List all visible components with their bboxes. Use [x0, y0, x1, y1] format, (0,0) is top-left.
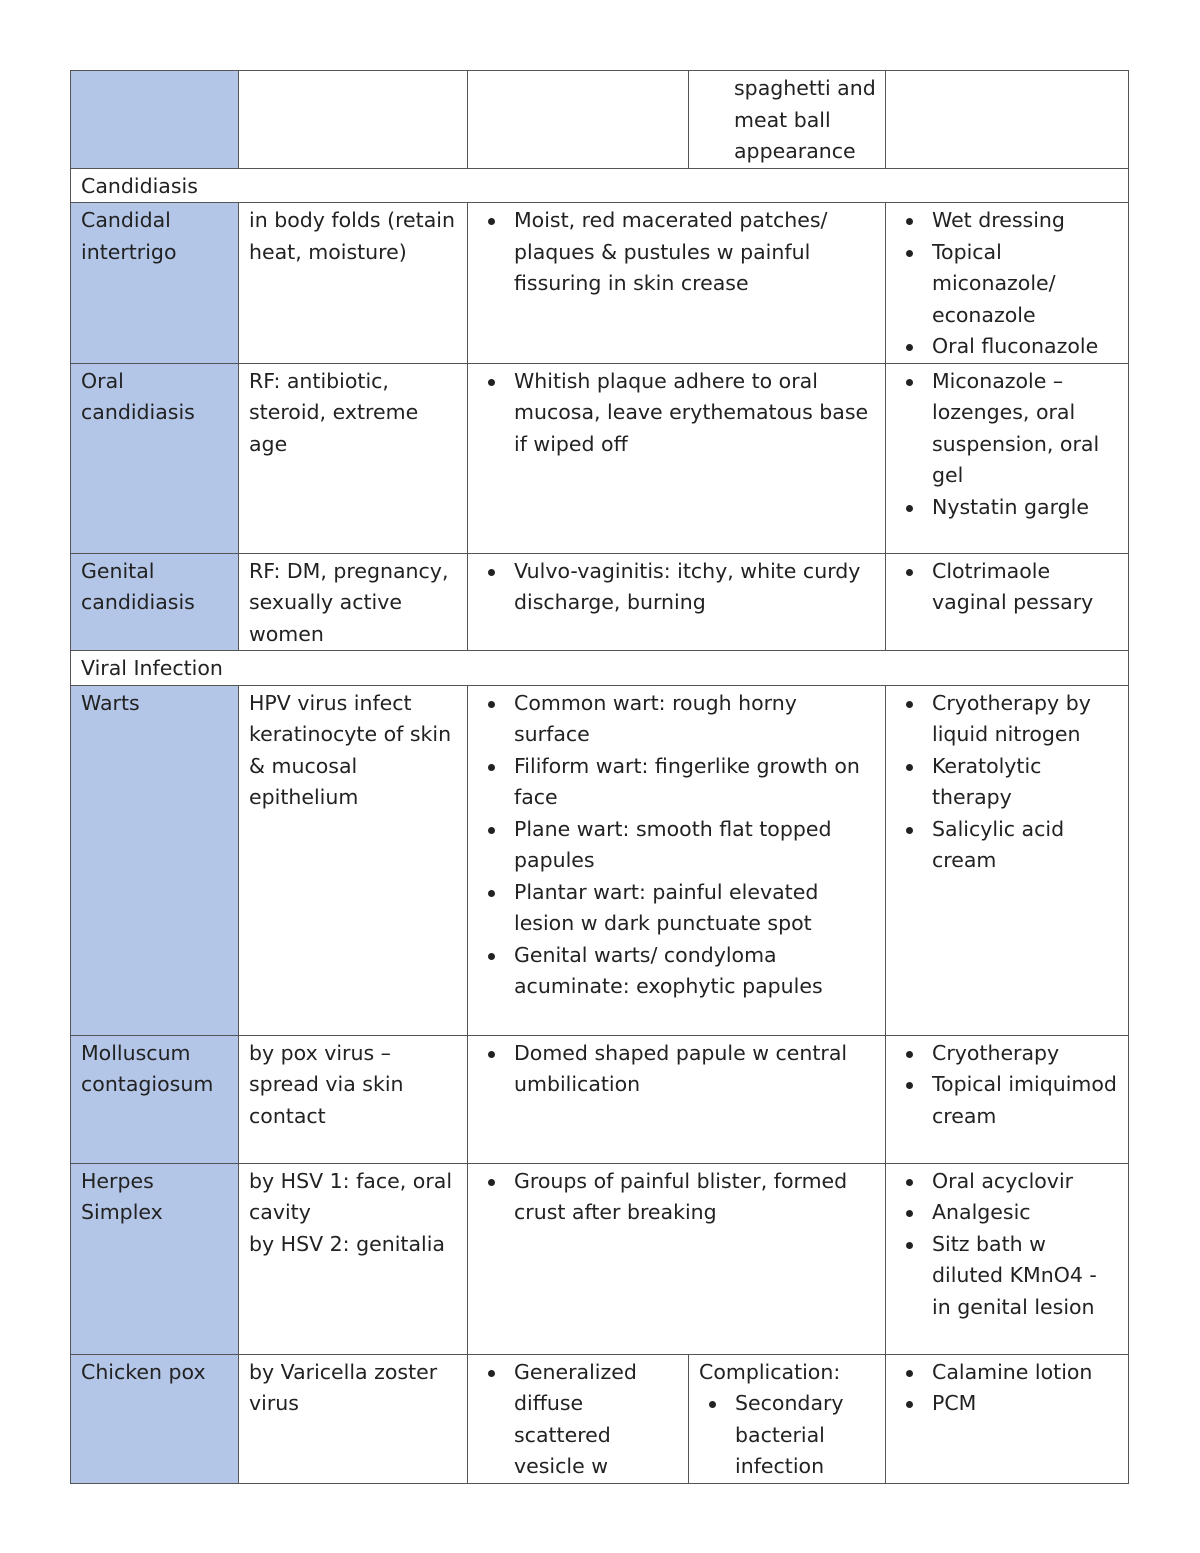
treatment-item: Wet dressing — [896, 205, 1120, 237]
cause-cell — [239, 1163, 468, 1354]
complication-label: Complication: — [699, 1359, 841, 1384]
feature-item: Domed shaped papule w central umbilication — [478, 1038, 877, 1101]
treatment-cell — [886, 685, 1129, 1035]
treatment-item: Nystatin gargle — [896, 492, 1120, 524]
table-row — [71, 1354, 1129, 1483]
feature-item: Moist, red macerated patches/ plaques & pustules w painful fissuring in skin crease — [478, 205, 877, 300]
disease-name: Molluscum contagiosum — [71, 1035, 239, 1163]
treatment-cell — [886, 1163, 1129, 1354]
section-title: Viral Infection — [71, 651, 1129, 686]
disease-name: Herpes Simplex — [71, 1163, 239, 1354]
features-cell — [468, 203, 886, 364]
feature-item: Plantar wart: painful elevated lesion w dark punctuate spot — [478, 877, 877, 940]
table-row — [71, 685, 1129, 1035]
treatment-item: Miconazole – lozenges, oral suspension, oral gel — [896, 366, 1120, 492]
features-cell — [468, 1035, 886, 1163]
disease-name: Warts — [71, 685, 239, 1035]
treatment-item: Oral fluconazole — [896, 331, 1120, 363]
table-row — [71, 71, 1129, 169]
cause-text: HPV virus infect keratinocyte of skin & mucosal epithelium — [239, 685, 468, 1035]
disease-name: Chicken pox — [71, 1354, 239, 1483]
table-row — [71, 203, 1129, 364]
treatment-cell — [886, 363, 1129, 553]
feature-item: Vulvo-vaginitis: itchy, white curdy discharge, burning — [478, 556, 877, 619]
complication-cell — [689, 1354, 886, 1483]
treatment-item: Topical imiquimod cream — [896, 1069, 1120, 1132]
feature-item: Plane wart: smooth flat topped papules — [478, 814, 877, 877]
feature-item: Genital warts/ condyloma acuminate: exophytic papules — [478, 940, 877, 1003]
table-row — [71, 1163, 1129, 1354]
feature-item: Common wart: rough horny surface — [478, 688, 877, 751]
features-cell — [468, 1163, 886, 1354]
features-cell — [468, 553, 886, 651]
section-header-row — [71, 651, 1129, 686]
treatment-cell — [886, 553, 1129, 651]
features-cell — [468, 1354, 689, 1483]
treatment-item: Salicylic acid cream — [896, 814, 1120, 877]
description-cell — [689, 71, 886, 169]
complication-item: Secondary bacterial infection — [699, 1388, 877, 1483]
cause-cell — [239, 71, 468, 169]
feature-item: Groups of painful blister, formed crust after breaking — [478, 1166, 877, 1229]
features-cell — [468, 685, 886, 1035]
treatment-cell — [886, 203, 1129, 364]
section-title: Candidiasis — [71, 168, 1129, 203]
cause-line: by HSV 1: face, oral cavity — [249, 1168, 453, 1224]
feature-item: Whitish plaque adhere to oral mucosa, leave erythematous base if wiped off — [478, 366, 877, 461]
treatment-item: Cryotherapy by liquid nitrogen — [896, 688, 1120, 751]
feature-item: Filiform wart: fingerlike growth on face — [478, 751, 877, 814]
disease-name: Genital candidiasis — [71, 553, 239, 651]
treatment-cell — [886, 1035, 1129, 1163]
features-cell — [468, 363, 886, 553]
section-header-row — [71, 168, 1129, 203]
treatment-item: Topical miconazole/ econazole — [896, 237, 1120, 332]
treatment-cell — [886, 71, 1129, 169]
cause-text: RF: DM, pregnancy, sexually active women — [239, 553, 468, 651]
treatment-item: Sitz bath w diluted KMnO4 - in genital lesion — [896, 1229, 1120, 1324]
treatment-item: Oral acyclovir — [896, 1166, 1120, 1198]
treatment-item: Cryotherapy — [896, 1038, 1120, 1070]
feature-item: Generalized diffuse scattered vesicle w — [478, 1357, 680, 1483]
treatment-item: Calamine lotion — [896, 1357, 1120, 1389]
description-text: spaghetti and meat ball appearance — [734, 76, 876, 163]
table-row — [71, 363, 1129, 553]
treatment-item: Keratolytic therapy — [896, 751, 1120, 814]
treatment-item: Analgesic — [896, 1197, 1120, 1229]
table-row — [71, 1035, 1129, 1163]
cause-line: by HSV 2: genitalia — [249, 1231, 445, 1256]
features-cell — [468, 71, 689, 169]
table-row — [71, 553, 1129, 651]
disease-name: Oral candidiasis — [71, 363, 239, 553]
disease-name: Candidal intertrigo — [71, 203, 239, 364]
cause-text: in body folds (retain heat, moisture) — [239, 203, 468, 364]
disease-name-cell — [71, 71, 239, 169]
cause-text: RF: antibiotic, steroid, extreme age — [239, 363, 468, 553]
disease-table — [70, 70, 1129, 1484]
cause-text: by Varicella zoster virus — [239, 1354, 468, 1483]
treatment-cell — [886, 1354, 1129, 1483]
treatment-item: Clotrimaole vaginal pessary — [896, 556, 1120, 619]
cause-text: by pox virus – spread via skin contact — [239, 1035, 468, 1163]
treatment-item: PCM — [896, 1388, 1120, 1420]
